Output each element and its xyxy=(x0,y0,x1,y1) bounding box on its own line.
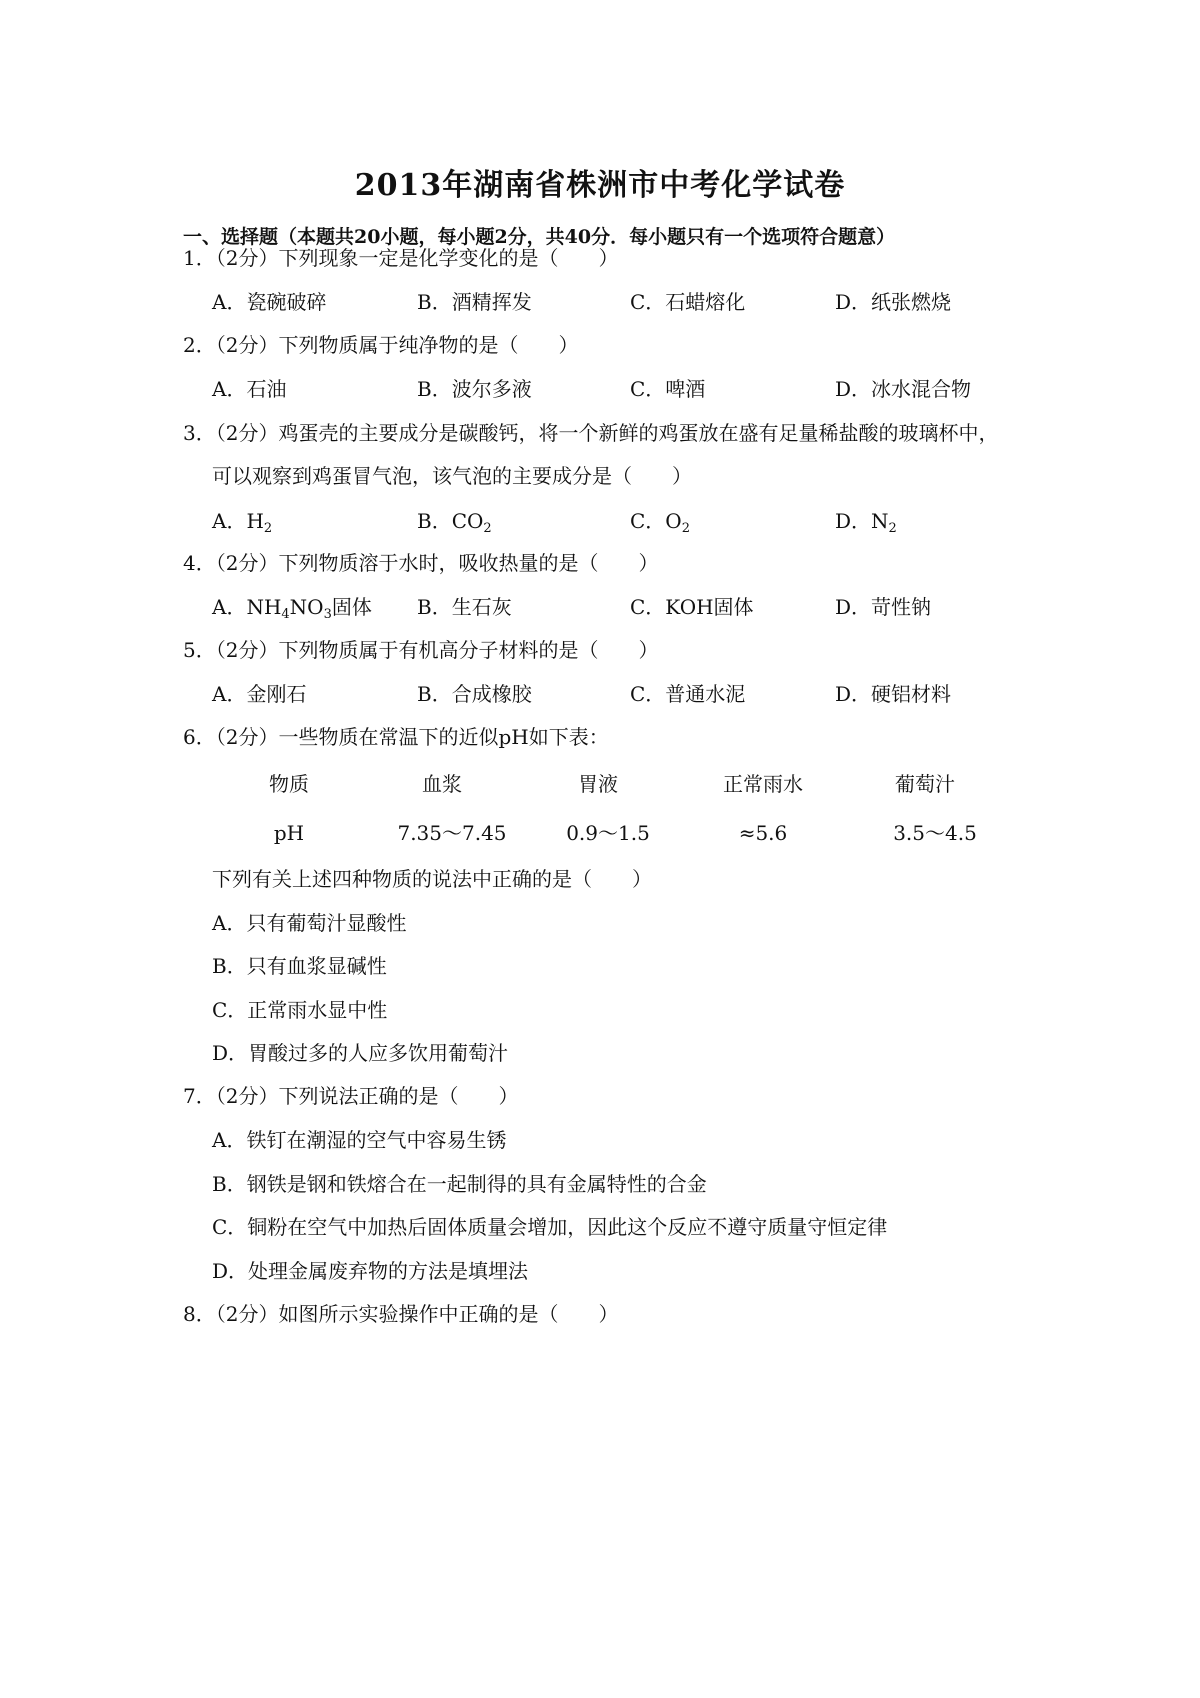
table-cell: ≈5.6 xyxy=(738,821,788,845)
q4-option-b: B．生石灰 xyxy=(417,595,512,619)
q7-option-c: C．铜粉在空气中加热后固体质量会增加，因此这个反应不遵守质量守恒定律 xyxy=(212,1215,888,1239)
q2-option-a: A．石油 xyxy=(212,377,287,401)
q7-option-d: D．处理金属废弃物的方法是填埋法 xyxy=(212,1259,529,1283)
q5-option-d: D．硬铝材料 xyxy=(835,682,952,706)
q5-option-c: C．普通水泥 xyxy=(630,682,746,706)
table-cell: 3.5～4.5 xyxy=(893,821,977,845)
question-4-stem: 4．（2分）下列物质溶于水时，吸收热量的是（ ） xyxy=(183,551,659,575)
question-3-stem-line1: 3．（2分）鸡蛋壳的主要成分是碳酸钙，将一个新鲜的鸡蛋放在盛有足量稀盐酸的玻璃杯中， xyxy=(183,421,999,445)
table-cell: pH xyxy=(273,821,305,845)
table-cell: 0.9～1.5 xyxy=(566,821,650,845)
question-6-stem: 6．（2分）一些物质在常温下的近似pH如下表： xyxy=(183,725,609,749)
page-title: 2013年湖南省株洲市中考化学试卷 xyxy=(354,168,846,203)
q2-option-b: B．波尔多液 xyxy=(417,377,532,401)
table-header-cell: 血浆 xyxy=(422,772,462,796)
question-7-stem: 7．（2分）下列说法正确的是（ ） xyxy=(183,1084,519,1108)
table-cell: 7.35～7.45 xyxy=(397,821,507,845)
q6-option-b: B．只有血浆显碱性 xyxy=(212,954,387,978)
q1-option-d: D．纸张燃烧 xyxy=(835,290,952,314)
table-header-cell: 物质 xyxy=(269,772,309,796)
section-heading: 一、选择题（本题共20小题，每小题2分，共40分．每小题只有一个选项符合题意） xyxy=(183,226,896,248)
table-header-cell: 葡萄汁 xyxy=(895,772,955,796)
q4-option-c: C．KOH固体 xyxy=(630,595,754,619)
q6-option-a: A．只有葡萄汁显酸性 xyxy=(212,911,407,935)
table-header-cell: 胃液 xyxy=(578,772,618,796)
q3-option-c: C．$O_2$ xyxy=(630,509,690,536)
table-header-cell: 正常雨水 xyxy=(723,772,803,796)
question-6-prompt: 下列有关上述四种物质的说法中正确的是（ ） xyxy=(212,867,652,891)
q7-option-b: B．钢铁是钢和铁熔合在一起制得的具有金属特性的合金 xyxy=(212,1172,707,1196)
q2-option-d: D．冰水混合物 xyxy=(835,377,972,401)
q3-option-b: B．$CO_2$ xyxy=(417,509,492,536)
q5-option-a: A．金刚石 xyxy=(212,682,307,706)
q3-option-d: D．$N_2$ xyxy=(835,509,897,536)
q6-option-d: D．胃酸过多的人应多饮用葡萄汁 xyxy=(212,1041,509,1065)
q4-option-d: D．苛性钠 xyxy=(835,595,932,619)
question-3-stem-line2: 可以观察到鸡蛋冒气泡，该气泡的主要成分是（ ） xyxy=(212,464,692,488)
question-1-stem: 1．（2分）下列现象一定是化学变化的是（ ） xyxy=(183,246,619,270)
q1-option-b: B．酒精挥发 xyxy=(417,290,532,314)
question-2-stem: 2．（2分）下列物质属于纯净物的是（ ） xyxy=(183,333,579,357)
question-5-stem: 5．（2分）下列物质属于有机高分子材料的是（ ） xyxy=(183,638,659,662)
q1-option-c: C．石蜡熔化 xyxy=(630,290,746,314)
q6-option-c: C．正常雨水显中性 xyxy=(212,998,388,1022)
q1-option-a: A．瓷碗破碎 xyxy=(212,290,327,314)
question-8-stem: 8．（2分）如图所示实验操作中正确的是（ ） xyxy=(183,1302,619,1326)
q5-option-b: B．合成橡胶 xyxy=(417,682,532,706)
q3-option-a: A．$H_2$ xyxy=(212,509,273,536)
q4-option-a: A．$NH_4NO_3$固体 xyxy=(212,595,372,622)
q2-option-c: C．啤酒 xyxy=(630,377,706,401)
q7-option-a: A．铁钉在潮湿的空气中容易生锈 xyxy=(212,1128,507,1152)
